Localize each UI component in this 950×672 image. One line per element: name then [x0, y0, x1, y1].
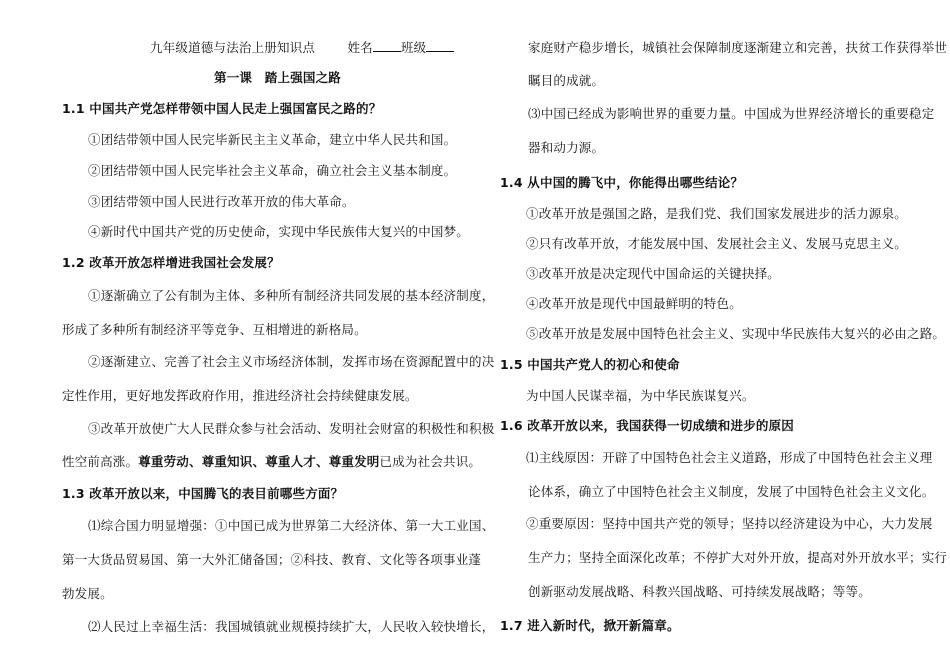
paragraph-line: 创新驱动发展战略、科教兴国战略、可持续发展战略；等等。: [528, 584, 871, 599]
heading-1-4: 1.4 从中国的腾飞中，你能得出哪些结论？: [500, 175, 744, 190]
list-item: ④新时代中国共产党的历史使命，实现中华民族伟大复兴的中国梦。: [88, 224, 470, 239]
lesson-title: 第一课 踏上强国之路: [214, 70, 342, 85]
paragraph-line: 家庭财产稳步增长，城镇社会保障制度逐渐建立和完善，扶贫工作获得举世: [528, 40, 948, 55]
heading-1-5: 1.5 中国共产党人的初心和使命: [500, 357, 680, 372]
paragraph-line: 形成了多种所有制经济平等竞争、互相增进的新格局。: [62, 322, 367, 337]
paragraph-line: 瞩目的成就。: [528, 73, 605, 88]
class-blank[interactable]: [426, 39, 454, 52]
list-item: ④改革开放是现代中国最鲜明的特色。: [526, 296, 742, 311]
name-blank[interactable]: [373, 39, 401, 52]
paragraph-line: 器和动力源。: [528, 140, 605, 155]
paragraph-line: ①逐渐确立了公有制为主体、多种所有制经济共同发展的基本经济制度，: [88, 288, 495, 303]
name-label: 姓名: [347, 40, 373, 55]
paragraph-text: 性空前高涨。: [62, 454, 139, 469]
paragraph-line: 定性作用，更好地发挥政府作用，推进经济社会持续健康发展。: [62, 388, 418, 403]
paragraph-line: ③改革开放使广大人民群众参与社会活动、发明社会财富的积极性和积极: [88, 421, 495, 436]
paragraph-line: [62, 452, 481, 470]
document-header: [150, 38, 454, 56]
paragraph-line: ⑶中国已经成为影响世界的重要力量。中国成为世界经济增长的重要稳定: [528, 106, 935, 121]
document-title: 九年级道德与法治上册知识点: [150, 40, 316, 55]
heading-1-2: 1.2 改革开放怎样增进我国社会发展？: [62, 255, 280, 270]
paragraph-line: ⑴主线原因：开辟了中国特色社会主义道路，形成了中国特色社会主义理: [526, 450, 933, 465]
paragraph-line: 勃发展。: [62, 586, 113, 601]
list-item: ②只有改革开放，才能发展中国、发展社会主义、发展马克思主义。: [526, 236, 908, 251]
paragraph-line: ⑴综合国力明显增强：①中国已成为世界第二大经济体、第一大工业国、: [88, 518, 495, 533]
paragraph-line: 第一大货品贸易国、第一大外汇储备国；②科技、教育、文化等各项事业蓬: [62, 552, 482, 567]
list-item: ⑤改革开放是发展中国特色社会主义、实现中华民族伟大复兴的必由之路。: [526, 326, 946, 341]
heading-1-3: 1.3 改革开放以来，中国腾飞的表目前哪些方面？: [62, 486, 344, 501]
paragraph-line: 为中国人民谋幸福，为中华民族谋复兴。: [526, 388, 755, 403]
list-item: ③改革开放是决定现代中国命运的关键抉择。: [526, 266, 781, 281]
paragraph-line: ⑵人民过上幸福生活：我国城镇就业规模持续扩大，人民收入较快增长，: [88, 619, 495, 634]
heading-1-6: 1.6 改革开放以来，我国获得一切成绩和进步的原因: [500, 418, 794, 433]
heading-1-1: 1.1 中国共产党怎样带领中国人民走上强国富民之路的？: [62, 101, 382, 116]
paragraph-text: 已成为社会共识。: [379, 454, 482, 469]
class-label: 班级: [400, 40, 427, 55]
paragraph-line: 论体系，确立了中国特色社会主义制度，发展了中国特色社会主义文化。: [528, 484, 935, 499]
list-item: ③团结带领中国人民进行改革开放的伟大革命。: [88, 194, 355, 209]
list-item: ②团结带领中国人民完毕社会主义革命，确立社会主义基本制度。: [88, 163, 457, 178]
heading-1-7: 1.7 进入新时代，掀开新篇章。: [500, 618, 680, 633]
paragraph-line: 生产力；坚持全面深化改革；不停扩大对外开放，提高对外开放水平；实行: [528, 550, 948, 565]
emphasis-text: 尊重劳动、尊重知识、尊重人才、尊重发明: [138, 454, 380, 469]
list-item: ①改革开放是强国之路，是我们党、我们国家发展进步的活力源泉。: [526, 206, 908, 221]
paragraph-line: ②逐渐建立、完善了社会主义市场经济体制，发挥市场在资源配置中的决: [88, 354, 495, 369]
list-item: ①团结带领中国人民完毕新民主主义革命，建立中华人民共和国。: [88, 132, 457, 147]
paragraph-line: ②重要原因：坚持中国共产党的领导；坚持以经济建设为中心，大力发展: [526, 516, 933, 531]
